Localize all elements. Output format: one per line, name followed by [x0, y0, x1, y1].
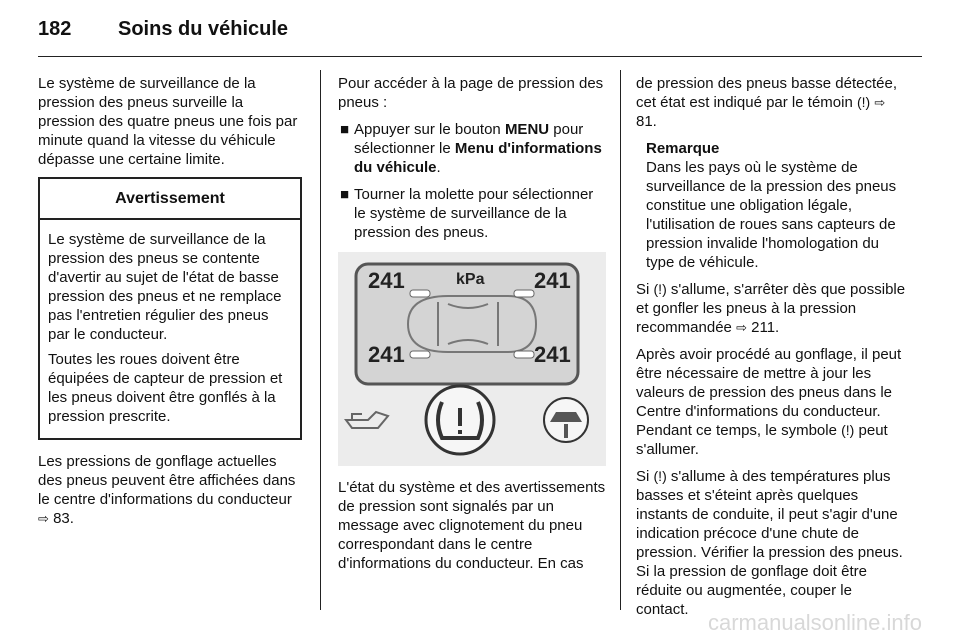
tpms-warning-icon: [426, 386, 494, 454]
stop-inflate-paragraph: [636, 280, 906, 337]
pressure-unit: kPa: [456, 271, 485, 288]
tire-pressure-figure: [338, 252, 606, 466]
vehicle-info-menu-label: Menu d'informations du véhicule: [354, 140, 602, 176]
tpms-warning-light-icon: (!): [653, 281, 667, 297]
remark-body: Dans les pays où le système de surveillance de la pression des pneus constitue une obligation légale, l'utilisation de roues sans capteurs de pression invalide l'homologation du type de véhicule.: [646, 159, 897, 271]
low-pressure-paragraph: [636, 74, 906, 131]
tpms-warning-light-icon: (!): [841, 422, 855, 438]
reference-arrow-icon: ⇨: [874, 95, 886, 110]
column-2: [338, 74, 606, 581]
intro-paragraph: Le système de surveillance de la pression des pneus surveille la pression des quatre pneus une fois par minute quand la vitesse du véhicule dépasse une certaine limite.: [38, 75, 298, 168]
access-intro: Pour accéder à la page de pression des pneus :: [338, 75, 604, 111]
instruction-text: Tourner la molette pour sélectionner le système de surveillance de la pression des pneus.: [354, 186, 594, 241]
tire-front-right-icon: [514, 290, 534, 297]
tire-front-left-icon: [410, 290, 430, 297]
instruction-end: .: [436, 159, 441, 176]
warning-paragraph-1: Le système de surveillance de la pression des pneus se contente d'avertir au sujet de l'état de basse pression des pneus et ne remplace pas l'entretien régulier des pneus par le conducteur.: [48, 231, 282, 343]
tpms-warning-light-icon: (!): [653, 468, 667, 484]
remark-block: [636, 139, 906, 272]
paragraph-text: s'allume, s'arrêter dès que possible et gonfler les pneus à la pression recommandée: [636, 281, 906, 336]
paragraph-text: Si: [636, 468, 650, 485]
page-number: 182: [38, 18, 72, 40]
menu-button-label: MENU: [504, 121, 550, 138]
tire-rear-left-icon: [410, 351, 430, 358]
bullet-icon: ■: [340, 121, 350, 138]
warning-paragraph-2: Toutes les roues doivent être équipées de capteur de pression et les pneus doivent être gonflés à la pression prescrite.: [48, 351, 283, 425]
pressure-front-left: 241: [368, 268, 405, 293]
page-header: [38, 18, 918, 58]
pressure-display-paragraph: [38, 452, 302, 528]
watermark-text: carmanualsonline.info: [707, 610, 922, 635]
reference-arrow-icon: ⇨: [736, 320, 747, 335]
page-reference-link[interactable]: 83.: [53, 510, 74, 527]
pressure-display-text: Les pressions de gonflage actuelles des pneus peuvent être affichées dans le centre d'informations du conducteur: [38, 453, 296, 508]
system-status-paragraph: L'état du système et des avertissements de pression sont signalés par un message avec clignotement du pneu correspondant dans le centre d'informations du conducteur. En cas: [338, 479, 606, 572]
reference-arrow-icon: ⇨: [38, 511, 49, 526]
paragraph-text: Après avoir procédé au gonflage, il peut être nécessaire de mettre à jour les valeurs de pression des pneus dans le Centre d'informations du conducteur. Pendant ce temps, le symbole: [636, 346, 902, 439]
paragraph-text: s'allume à des températures plus basses et s'éteint après quelques instants de conduite, il peut s'agir d'une indication précoce d'une chute de pression. Vérifier la pression des pneus. Si la pression de gonflage doit être réduite ou augmentée, couper le contact.: [636, 468, 903, 618]
pressure-rear-right: 241: [534, 342, 571, 367]
paragraph-text: Si: [636, 281, 650, 298]
page-reference-link[interactable]: 211.: [751, 319, 780, 336]
column-divider-2: [620, 70, 621, 610]
instruction-list: [338, 120, 606, 242]
remark-title: Remarque: [646, 140, 720, 157]
warning-box: [38, 177, 302, 440]
car-lift-icon: [544, 398, 588, 442]
instruction-text: Appuyer sur le bouton: [354, 121, 501, 138]
instruction-text: pour sélectionner le: [354, 121, 584, 157]
column-1: [38, 74, 302, 536]
instruction-item-1: [338, 120, 606, 177]
tire-pressure-illustration: [338, 252, 606, 466]
low-temperature-paragraph: [636, 467, 906, 619]
pressure-front-right: 241: [534, 268, 571, 293]
column-3: [636, 74, 906, 627]
column-divider-1: [320, 70, 321, 610]
tire-rear-right-icon: [514, 351, 534, 358]
header-rule: [38, 56, 922, 57]
bullet-icon: ■: [340, 186, 350, 203]
low-pressure-text: de pression des pneus basse détectée, cet état est indiqué par le témoin: [636, 75, 898, 111]
page-reference-link[interactable]: 81.: [636, 113, 657, 130]
warning-title: Avertissement: [40, 179, 300, 220]
pressure-rear-left: 241: [368, 342, 405, 367]
update-values-paragraph: [636, 345, 906, 459]
warning-body: [40, 220, 300, 438]
paragraph-text: peut s'allumer.: [636, 422, 888, 458]
page-title: Soins du véhicule: [118, 18, 289, 40]
tpms-warning-light-icon: (!): [856, 94, 871, 110]
instruction-item-2: [338, 185, 606, 242]
